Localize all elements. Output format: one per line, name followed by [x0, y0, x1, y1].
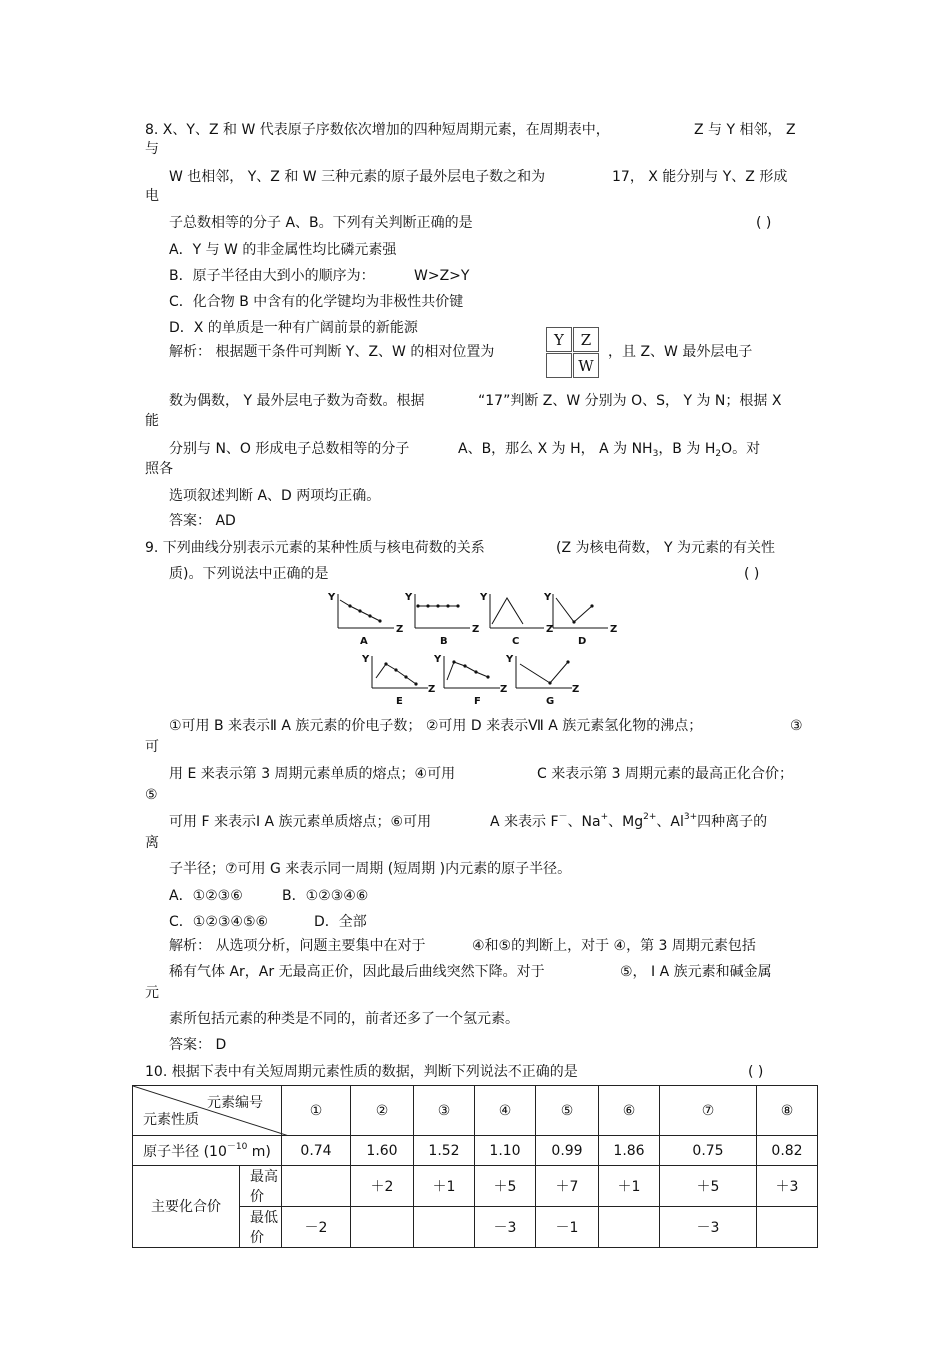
q9-s3-na-charge: + [600, 812, 609, 822]
q8-explanation-2-end: “17”判断 Z、W 分别为 O、S， Y 为 N；根据 X [478, 393, 782, 409]
table-cell: 1.10 [475, 1136, 536, 1166]
q9-statement-1: ①可用 B 来表示Ⅱ A 族元素的价电子数； ②可用 D 来表示Ⅶ A 族元素氢化物的沸点； [169, 718, 703, 734]
graph-e [372, 656, 428, 688]
q9-s3-al-charge: 3+ [683, 812, 698, 822]
q9-option-a: A．①②③⑥ [169, 888, 243, 904]
q9-statement-4: 子半径；⑦可用 G 来表示同一周期 (短周期 )内元素的原子半径。 [169, 861, 572, 877]
q8-explanation-2: 数为偶数， Y 最外层电子数为奇数。根据 [169, 393, 425, 409]
table-cell: 0.74 [282, 1136, 351, 1166]
q9-statement-3: 可用 F 来表示Ⅰ A 族元素单质熔点；⑥可用 [169, 814, 432, 830]
q8-answer: 答案： AD [169, 513, 236, 529]
periodic-position-box [546, 327, 600, 379]
min-valence-label: 最低价 [240, 1207, 282, 1248]
graph-b-y-label: Y [405, 592, 413, 603]
q8-exp3-text3: O。对 [721, 441, 761, 457]
q8-option-a: A．Y 与 W 的非金属性均比磷元素强 [169, 242, 397, 258]
q9-statement-2-wrap: ⑤ [145, 787, 158, 803]
q9-s3-f-charge: － [558, 812, 568, 822]
q9-option-d: D．全部 [314, 914, 367, 930]
q9-s3-f: A 来表示 F [490, 814, 559, 830]
q9-s3-mg-charge: 2+ [643, 812, 657, 822]
graph-a-y-label: Y [328, 592, 336, 603]
q9-statement-1-end: ③ [790, 718, 803, 734]
graph-e-label: E [396, 696, 403, 707]
table-cell: ＋7 [536, 1166, 599, 1207]
q9-s3-tail: 四种离子的 [697, 814, 768, 830]
q9-statement-1-wrap: 可 [145, 739, 159, 755]
graph-g-label: G [546, 696, 555, 707]
property-curves-figure [320, 588, 620, 710]
q8-exp3-text2: ，B 为 H [658, 441, 716, 457]
graph-d [553, 594, 608, 628]
q9-answer: 答案： D [169, 1037, 227, 1053]
q8-line2-wrap: 电 [145, 188, 159, 204]
q9-statement-2-end: C 来表示第 3 周期元素的最高正化合价； [537, 766, 794, 782]
q9-statement-3-wrap: 离 [145, 835, 159, 851]
table-cell: ＋1 [414, 1166, 475, 1207]
q8-line1-wrap: 与 [145, 141, 159, 157]
box-cell-y: Y [546, 327, 572, 352]
q8-line2-end: 17， X 能分别与 Y、Z 形成 [612, 169, 788, 185]
col-header: ⑤ [536, 1086, 599, 1136]
table-corner-cell [133, 1086, 282, 1136]
graph-a [338, 594, 394, 628]
graph-a-label: A [360, 636, 368, 647]
q8-line1 [145, 121, 610, 139]
q9-line1: 9. 下列曲线分别表示元素的某种性质与核电荷数的关系 [145, 540, 485, 556]
graph-d-y-label: Y [544, 592, 552, 603]
q8-explanation-4: 选项叙述判断 A、D 两项均正确。 [169, 488, 381, 504]
q9-explanation-1: 解析： 从选项分析，问题主要集中在对于 [169, 938, 426, 954]
q8-explanation-3: 分别与 N、O 形成电子总数相等的分子 [169, 441, 410, 457]
q9-statement-3-end [490, 813, 767, 831]
table-cell: 0.75 [660, 1136, 757, 1166]
graph-e-y-label: Y [362, 654, 370, 665]
max-valence-label: 最高价 [240, 1166, 282, 1207]
q8-exp3-sub3: 3 [652, 449, 659, 459]
q8-option-d: D．X 的单质是一种有广阔前景的新能源 [169, 320, 418, 336]
table-cell [599, 1207, 660, 1248]
graph-b [415, 594, 470, 628]
table-header-row [133, 1086, 818, 1136]
table-row-max-valence [133, 1166, 818, 1207]
valence-label: 主要化合价 [133, 1166, 240, 1248]
table-cell: 1.86 [599, 1136, 660, 1166]
q8-option-b [169, 267, 375, 285]
q8-line2: W 也相邻， Y、Z 和 W 三种元素的原子最外层电子数之和为 [169, 169, 546, 185]
q9-statement-2: 用 E 来表示第 3 周期元素单质的熔点；④可用 [169, 766, 456, 782]
q8-explanation-2-wrap: 能 [145, 413, 159, 429]
q9-explanation-2: 稀有气体 Ar，Ar 无最高正价，因此最后曲线突然下降。对于 [169, 964, 545, 980]
graph-d-z-label: Z [610, 624, 618, 635]
corner-top-label: 元素编号 [207, 1095, 263, 1111]
q9-explanation-2-wrap: 元 [145, 985, 159, 1001]
graph-b-label: B [440, 636, 448, 647]
table-cell: 0.99 [536, 1136, 599, 1166]
q9-s3-na: 、Na [567, 814, 601, 830]
graph-g-z-label: Z [572, 684, 580, 695]
q9-option-c: C．①②③④⑤⑥ [169, 914, 269, 930]
col-header: ② [351, 1086, 414, 1136]
q8-option-b-text: B．原子半径由大到小的顺序为： [169, 268, 375, 284]
q9-option-b: B．①②③④⑥ [282, 888, 369, 904]
q9-explanation-2-end: ⑤， Ⅰ A 族元素和碱金属 [620, 964, 772, 980]
table-cell: －1 [536, 1207, 599, 1248]
q8-explanation-3-end [458, 440, 760, 458]
q9-explanation-3: 素所包括元素的种类是不同的，前者还多了一个氢元素。 [169, 1011, 519, 1027]
q8-answer-paren: ( ) [756, 215, 772, 231]
radius-label [133, 1136, 282, 1166]
q9-s3-mg: 、Mg [608, 814, 644, 830]
table-cell: －3 [475, 1207, 536, 1248]
graph-c-y-label: Y [480, 592, 488, 603]
graph-f-y-label: Y [434, 654, 442, 665]
table-cell: 1.60 [351, 1136, 414, 1166]
radius-label-exp: －10 [226, 1141, 248, 1152]
q9-answer-paren: ( ) [744, 566, 760, 582]
graph-c-z-label: Z [546, 624, 554, 635]
table-cell: －3 [660, 1207, 757, 1248]
q8-option-c: C．化合物 B 中含有的化学键均为非极性共价键 [169, 294, 464, 310]
box-cell-empty [546, 353, 572, 378]
element-property-table [132, 1085, 818, 1248]
col-header: ③ [414, 1086, 475, 1136]
q8-exp3-text1: A、B，那么 X 为 H， A 为 NH [458, 441, 653, 457]
graph-c-label: C [512, 636, 520, 647]
table-row-radius [133, 1136, 818, 1166]
radius-label-b: m) [247, 1143, 271, 1160]
table-cell [282, 1166, 351, 1207]
corner-bottom-label: 元素性质 [143, 1112, 199, 1128]
q8-explanation-1-end: ，且 Z、W 最外层电子 [608, 344, 753, 360]
graph-f [444, 656, 500, 688]
box-cell-z: Z [573, 327, 599, 352]
q8-explanation-1: 解析： 根据题干条件可判断 Y、Z、W 的相对位置为 [169, 344, 495, 360]
q9-explanation-1-end: ④和⑤的判断上，对于 ④，第 3 周期元素包括 [472, 938, 756, 954]
q8-line1-text: 8. X、Y、Z 和 W 代表原子序数依次增加的四种短周期元素，在周期表中， [145, 122, 610, 138]
table-cell [757, 1207, 818, 1248]
q8-option-b-order: W>Z>Y [414, 268, 470, 284]
graph-g [516, 656, 572, 688]
table-cell [351, 1207, 414, 1248]
graph-e-z-label: Z [428, 684, 436, 695]
q8-explanation-3-wrap: 照各 [145, 461, 173, 477]
q10-answer-paren: ( ) [748, 1064, 764, 1080]
q8-exp3-sub2: 2 [715, 449, 722, 459]
q9-line2: 质)。下列说法中正确的是 [169, 566, 329, 582]
graph-a-z-label: Z [396, 624, 404, 635]
col-header: ① [282, 1086, 351, 1136]
q8-line1-end: Z 与 Y 相邻， Z [694, 122, 796, 138]
graph-f-label: F [474, 696, 481, 707]
table-cell: －2 [282, 1207, 351, 1248]
q8-line3: 子总数相等的分子 A、B。下列有关判断正确的是 [169, 215, 473, 231]
graph-f-z-label: Z [500, 684, 508, 695]
table-cell [414, 1207, 475, 1248]
table-cell: 1.52 [414, 1136, 475, 1166]
q9-line1-end: (Z 为核电荷数， Y 为元素的有关性 [556, 540, 775, 556]
col-header: ④ [475, 1086, 536, 1136]
col-header: ⑥ [599, 1086, 660, 1136]
table-cell: ＋3 [757, 1166, 818, 1207]
col-header: ⑧ [757, 1086, 818, 1136]
graph-b-z-label: Z [472, 624, 480, 635]
table-cell: 0.82 [757, 1136, 818, 1166]
table-cell: ＋5 [475, 1166, 536, 1207]
q9-s3-al: 、Al [656, 814, 684, 830]
radius-label-a: 原子半径 (10 [143, 1143, 227, 1160]
table-cell: ＋5 [660, 1166, 757, 1207]
graph-g-y-label: Y [506, 654, 514, 665]
graph-c [490, 594, 544, 628]
box-cell-w: W [573, 353, 599, 378]
graph-d-label: D [578, 636, 587, 647]
col-header: ⑦ [660, 1086, 757, 1136]
q10-line1: 10. 根据下表中有关短周期元素性质的数据，判断下列说法不正确的是 [145, 1064, 578, 1080]
table-cell: ＋1 [599, 1166, 660, 1207]
table-cell: ＋2 [351, 1166, 414, 1207]
